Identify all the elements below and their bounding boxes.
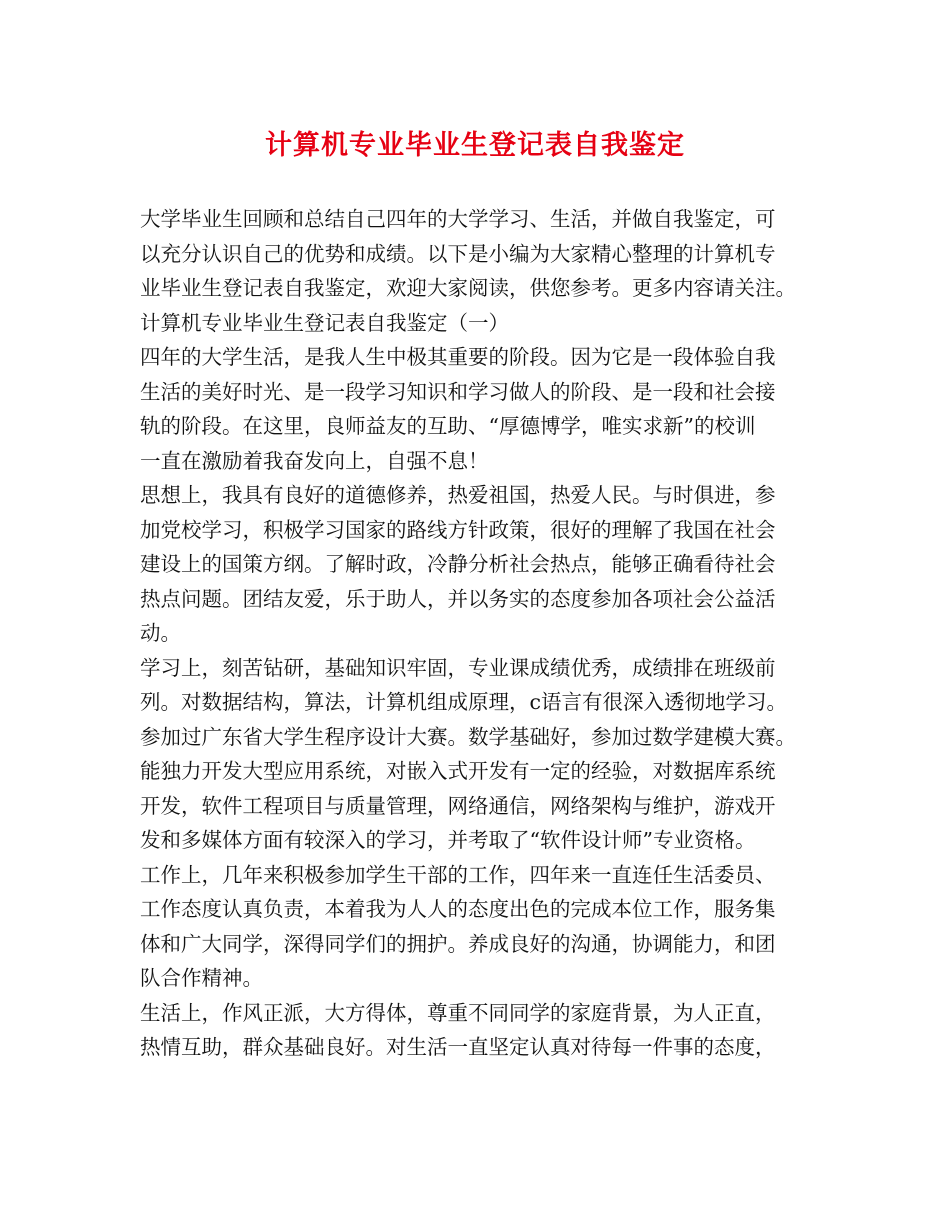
text-line: 动。 [140, 621, 181, 645]
document-body [140, 202, 830, 1065]
text-line: 思想上，我具有良好的道德修养，热爱祖国，热爱人民。与时俱进，参 [140, 483, 776, 507]
text-line: 生活的美好时光、是一段学习知识和学习做人的阶段、是一段和社会接 [140, 379, 776, 404]
text-line: 发和多媒体方面有较深入的学习，并考取了“软件设计师”专业资格。 [140, 828, 756, 852]
text-line: 开发，软件工程项目与质量管理，网络通信，网络架构与维护，游戏开 [140, 793, 776, 818]
text-line: 以充分认识自己的优势和成绩。以下是小编为大家精心整理的计算机专 [140, 241, 776, 266]
text-line: 学习上，刻苦钻研，基础知识牢固，专业课成绩优秀，成绩排在班级前 [140, 655, 776, 680]
text-line: 四年的大学生活，是我人生中极其重要的阶段。因为它是一段体验自我 [140, 345, 776, 369]
text-line: 列。对数据结构，算法，计算机组成原理，c语言有很深入透彻地学习。 [140, 690, 787, 714]
text-line: 业毕业生登记表自我鉴定，欢迎大家阅读，供您参考。更多内容请关注。 [140, 276, 796, 300]
text-line: 大学毕业生回顾和总结自己四年的大学学习、生活，并做自我鉴定，可 [140, 207, 776, 231]
document-title: 计算机专业毕业生登记表自我鉴定 [265, 130, 685, 161]
text-line: 热点问题。团结友爱，乐于助人，并以务实的态度参加各项社会公益活 [140, 586, 776, 611]
text-line: 生活上，作风正派，大方得体，尊重不同同学的家庭背景，为人正直， [140, 1000, 776, 1025]
text-line: 建设上的国策方纲。了解时政，冷静分析社会热点，能够正确看待社会 [140, 552, 776, 576]
text-line: 热情互助，群众基础良好。对生活一直坚定认真对待每一件事的态度， [140, 1035, 776, 1059]
text-line: 轨的阶段。在这里，良师益友的互助、“厚德博学，唯实求新”的校训 [140, 414, 756, 438]
text-line: 队合作精神。 [140, 966, 263, 990]
text-line: 工作上，几年来积极参加学生干部的工作，四年来一直连任生活委员、 [140, 862, 776, 887]
text-line: 能独力开发大型应用系统，对嵌入式开发有一定的经验，对数据库系统 [140, 759, 776, 783]
text-line: 加党校学习，积极学习国家的路线方针政策，很好的理解了我国在社会 [140, 517, 776, 542]
section-heading: 计算机专业毕业生登记表自我鉴定（一） [140, 310, 509, 335]
text-line: 体和广大同学，深得同学们的拥护。养成良好的沟通，协调能力，和团 [140, 931, 776, 956]
text-line: 一直在激励着我奋发向上，自强不息！ [140, 448, 489, 473]
text-line: 参加过广东省大学生程序设计大赛。数学基础好，参加过数学建模大赛。 [140, 724, 796, 749]
text-line: 工作态度认真负责，本着我为人人的态度出色的完成本位工作，服务集 [140, 897, 776, 921]
